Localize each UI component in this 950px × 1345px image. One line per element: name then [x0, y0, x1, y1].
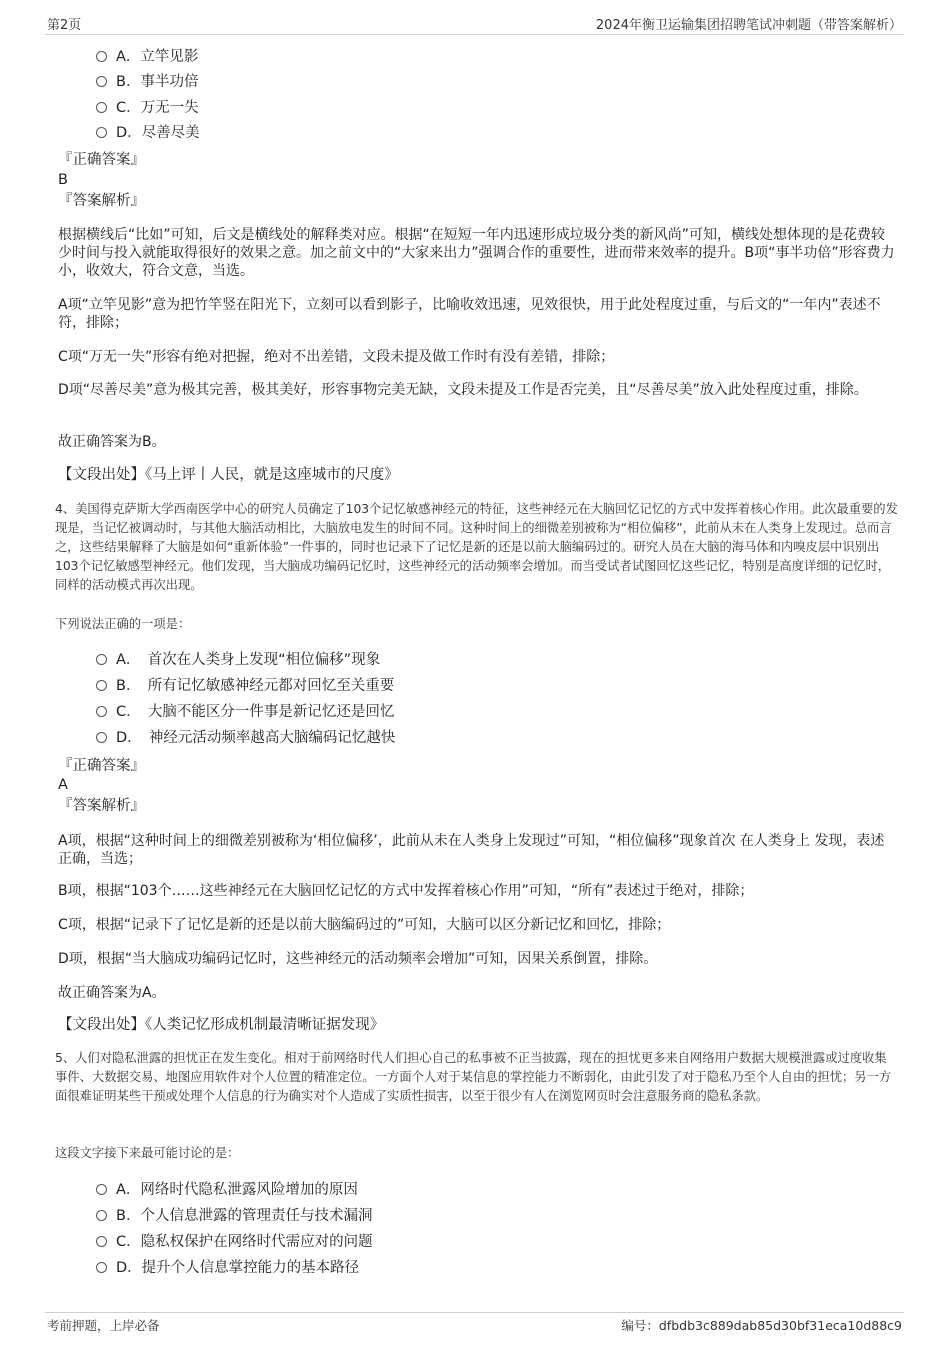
radio-icon[interactable]	[96, 680, 107, 691]
q4-answer-label: 『正确答案』	[58, 758, 145, 774]
radio-icon[interactable]	[96, 1262, 107, 1273]
q4-analysis-paragraph: C项，根据“记录下了记忆是新的还是以前大脑编码过的”可知，大脑可以区分新记忆和回忆，排除；	[58, 917, 671, 933]
radio-icon[interactable]	[96, 732, 107, 743]
footer-slogan: 考前押题，上岸必备	[47, 1318, 160, 1333]
q4-analysis-label: 『答案解析』	[58, 798, 145, 814]
q3-option-c[interactable]: C．万无一失	[96, 98, 199, 118]
q3-answer-label: 『正确答案』	[58, 152, 145, 168]
radio-icon[interactable]	[96, 1184, 107, 1195]
q3-analysis-label: 『答案解析』	[58, 193, 145, 209]
q4-answer: A	[58, 777, 68, 793]
q4-analysis-paragraph: B项，根据“103个……这些神经元在大脑回忆记忆的方式中发挥着核心作用”可知，“所有”表述过于绝对，排除；	[58, 883, 754, 899]
q3-option-b[interactable]: B．事半功倍	[96, 72, 198, 92]
document-title: 2024年衡卫运输集团招聘笔试冲刺题（带答案解析）	[595, 18, 902, 33]
radio-icon[interactable]	[96, 706, 107, 717]
radio-icon[interactable]	[96, 654, 107, 665]
q5-prompt: 这段文字接下来最可能讨论的是：	[55, 1146, 240, 1160]
q3-option-d[interactable]: D．尽善尽美	[96, 123, 200, 143]
radio-icon[interactable]	[96, 51, 107, 62]
q3-analysis-paragraph: D项“尽善尽美”意为极其完善，极其美好，形容事物完美无缺，文段未提及工作是否完美，且“尽善尽美”放入此处程度过重，排除。	[58, 382, 868, 398]
radio-icon[interactable]	[96, 76, 107, 87]
q4-option-c[interactable]: C． 大脑不能区分一件事是新记忆还是回忆	[96, 702, 394, 722]
document-code: 编号：dfbdb3c889dab85d30bf31eca10d88c9	[621, 1318, 902, 1333]
q4-analysis-paragraph: D项，根据“当大脑成功编码记忆时，这些神经元的活动频率会增加”可知，因果关系倒置，排除。	[58, 951, 658, 967]
q4-option-d[interactable]: D． 神经元活动频率越高大脑编码记忆越快	[96, 728, 395, 748]
q4-option-b[interactable]: B． 所有记忆敏感神经元都对回忆至关重要	[96, 676, 394, 696]
q3-analysis-paragraph: A项“立竿见影”意为把竹竿竖在阳光下，立刻可以看到影子，比喻收效迅速，见效很快，用于此处程度过重，与后文的“一年内”表述不符，排除；	[58, 297, 881, 331]
q3-analysis-conclusion: 故正确答案为B。	[58, 434, 166, 450]
radio-icon[interactable]	[96, 102, 107, 113]
q3-analysis-paragraph: 根据横线后“比如”可知，后文是横线处的解释类对应。根据“在短短一年内迅速形成垃圾分类的新风尚”可知，横线处想体现的是花费较少时间与投入就能取得很好的效果之意。加之前文中的“大家来出力”强调合作的重要性，进而带来效率的提升。B项“事半功倍”形容费力小，收效大，符合文意，当选。	[58, 227, 895, 279]
page-footer	[45, 1312, 904, 1339]
radio-icon[interactable]	[96, 1236, 107, 1247]
q4-source: 【文段出处】《人类记忆形成机制最清晰证据发现》	[58, 1017, 385, 1033]
q5-option-c[interactable]: C．隐私权保护在网络时代需应对的问题	[96, 1232, 373, 1252]
radio-icon[interactable]	[96, 127, 107, 138]
q4-option-a[interactable]: A． 首次在人类身上发现“相位偏移”现象	[96, 650, 380, 670]
q3-option-a[interactable]: A．立竿见影	[96, 47, 198, 67]
page-number: 第2页	[47, 18, 82, 33]
q4-analysis-paragraph: A项，根据“这种时间上的细微差别被称为‘相位偏移’，此前从未在人类身上发现过”可知，“相位偏移”现象首次 在人类身上 发现，表述正确，当选；	[58, 833, 885, 867]
q4-stem: 4、美国得克萨斯大学西南医学中心的研究人员确定了103个记忆敏感神经元的特征，这些神经元在大脑回忆记忆的方式中发挥着核心作用。此次最重要的发现是，当记忆被调动时，与其他大脑活动相比，大脑放电发生的时间不同。这种时间上的细微差别被称为“相位偏移”，此前从未在人类身上发现过。总而言之，这些结果解释了大脑是如何“重新体验”一件事的，同时也记录下了记忆是新的还是以前大脑编码过的。研究人员在大脑的海马体和内嗅皮层中识别出103个记忆敏感型神经元。他们发现，当大脑成功编码记忆时，这些神经元的活动频率会增加。而当受试者试图回忆这些记忆，特别是高度详细的记忆时，同样的活动模式再次出现。	[55, 502, 898, 592]
q5-option-b[interactable]: B．个人信息泄露的管理责任与技术漏洞	[96, 1206, 372, 1226]
radio-icon[interactable]	[96, 1210, 107, 1221]
q5-stem: 5、人们对隐私泄露的担忧正在发生变化。相对于前网络时代人们担心自己的私事被不正当披露，现在的担忧更多来自网络用户数据大规模泄露或过度收集事件、大数据交易、地图应用软件对个人位置的精准定位。一方面个人对于某信息的掌控能力不断弱化，由此引发了对于隐私乃至个人自由的担忧；另一方面很难证明某些干预或处理个人信息的行为确实对个人造成了实质性损害，以至于很少有人在浏览网页时会注意服务商的隐私条款。	[55, 1051, 892, 1103]
q4-analysis-conclusion: 故正确答案为A。	[58, 985, 166, 1001]
q5-option-d[interactable]: D．提升个人信息掌控能力的基本路径	[96, 1258, 359, 1278]
q3-analysis-paragraph: C项“万无一失”形容有绝对把握，绝对不出差错，文段未提及做工作时有没有差错，排除；	[58, 349, 615, 365]
q3-source: 【文段出处】《马上评丨人民，就是这座城市的尺度》	[58, 467, 399, 483]
q4-prompt: 下列说法正确的一项是：	[55, 617, 191, 631]
q5-option-a[interactable]: A．网络时代隐私泄露风险增加的原因	[96, 1180, 358, 1200]
page-header	[45, 12, 904, 35]
q3-answer: B	[58, 172, 68, 188]
